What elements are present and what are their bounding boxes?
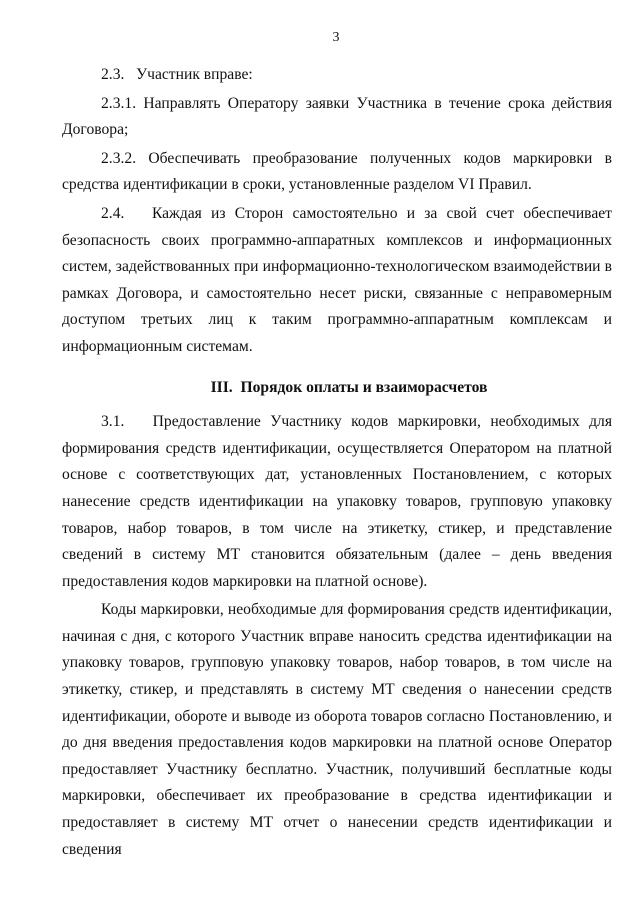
clause-3-1: 3.1. Предоставление Участнику кодов маркировки, необходимых для формирования средств идентификации, осуществляется Оператором на платной основе с соответствующих дат, установленных Постановлением, с которых нанесение средств идентификации на упаковку товаров, групповую упаковку товаров, набор товаров, в том числе на этикетку, стикер, и представление сведений в систему МТ становится обязательным (далее – день введения предоставления кодов маркировки на платной основе). bbox=[62, 413, 612, 590]
section-heading: III. Порядок оплаты и взаиморасчетов bbox=[210, 378, 488, 396]
page-number: 3 bbox=[332, 30, 340, 45]
paragraph-free-codes: Коды маркировки, необходимые для формирования средств идентификации, начиная с дня, с которого Участник вправе наносить средства идентификации на упаковку товаров, групповую упаковку товаров, набор товаров, в том числе на этикетку, стикер, и представлять в систему МТ сведения о нанесении средств идентификации, обороте и выводе из оборота товаров согласно Постановлению, и до дня введения предоставления кодов маркировки на платной основе Оператор предоставляет Участнику бесплатно. Участник, получивший бесплатные коды маркировки, обеспечивает их преобразование в средства идентификации и предоставляет в систему МТ отчет о нанесении средств идентификации и сведения bbox=[62, 601, 612, 858]
clause-2-3: 2.3. Участник вправе: bbox=[101, 66, 253, 83]
clause-2-3-2: 2.3.2. Обеспечивать преобразование полученных кодов маркировки в средства идентификации в сроки, установленные разделом VI Правил. bbox=[62, 149, 612, 194]
document-body bbox=[62, 62, 612, 863]
clause-2-4: 2.4. Каждая из Сторон самостоятельно и за свой счет обеспечивает безопасность своих программно-аппаратных комплексов и информационных систем, задействованных при информационно-технологическом взаимодействии в рамках Договора, и самостоятельно несет риски, связанные с неправомерным доступом третьих лиц к таким программно-аппаратным комплексам и информационным системам. bbox=[62, 204, 612, 355]
clause-2-3-1: 2.3.1. Направлять Оператору заявки Участника в течение срока действия Договора; bbox=[62, 94, 612, 139]
